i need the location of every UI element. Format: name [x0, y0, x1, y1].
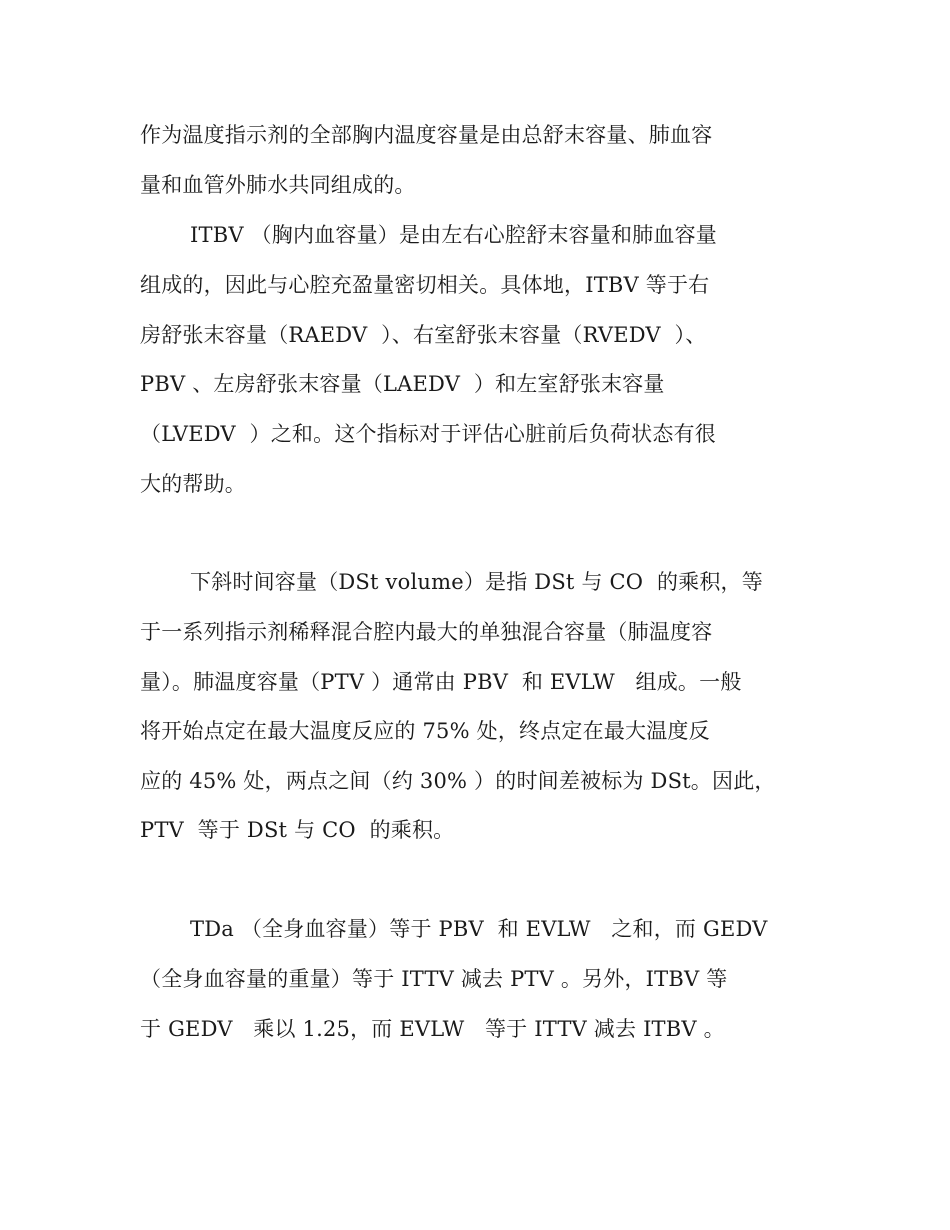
paragraph-1-line-1: 作为温度指示剂的全部胸内温度容量是由总舒末容量、肺血容 [140, 123, 713, 147]
paragraph-4-line-3: 于 GEDV 乘以 1.25，而 EVLW 等于 ITTV 减去 ITBV 。 [140, 1017, 725, 1041]
paragraph-3-line-6: PTV 等于 DSt 与 CO 的乘积。 [140, 818, 455, 842]
paragraph-4-line-1: TDa （全身血容量）等于 PBV 和 EVLW 之和，而 GEDV [190, 917, 768, 941]
paragraph-2-line-3: 房舒张末容量（RAEDV ）、右室舒张末容量（RVEDV ）、 [140, 323, 707, 347]
paragraph-3-line-4: 将开始点定在最大温度反应的 75% 处，终点定在最大温度反 [140, 719, 710, 743]
paragraph-3-line-1: 下斜时间容量（DSt volume）是指 DSt 与 CO 的乘积，等 [190, 570, 763, 594]
paragraph-3-line-2: 于一系列指示剂稀释混合腔内最大的单独混合容量（肺温度容 [140, 620, 713, 644]
paragraph-4-line-2: （全身血容量的重量）等于 ITTV 减去 PTV 。另外，ITBV 等 [140, 967, 728, 991]
paragraph-2-line-6: 大的帮助。 [140, 472, 246, 496]
paragraph-2-line-1: ITBV （胸内血容量）是由左右心腔舒末容量和肺血容量 [190, 223, 717, 247]
paragraph-2-line-5: （LVEDV ）之和。这个指标对于评估心脏前后负荷状态有很 [140, 422, 716, 446]
paragraph-3-line-3: 量）。肺温度容量（PTV ）通常由 PBV 和 EVLW 组成。一般 [140, 670, 742, 694]
paragraph-1-line-2: 量和血管外肺水共同组成的。 [140, 173, 416, 197]
paragraph-2-line-2: 组成的，因此与心腔充盈量密切相关。具体地，ITBV 等于右 [140, 273, 710, 297]
paragraph-2-line-4: PBV 、左房舒张末容量（LAEDV ）和左室舒张末容量 [140, 372, 665, 396]
paragraph-3-line-5: 应的 45% 处，两点之间（约 30% ）的时间差被标为 DSt。因此， [140, 769, 776, 793]
